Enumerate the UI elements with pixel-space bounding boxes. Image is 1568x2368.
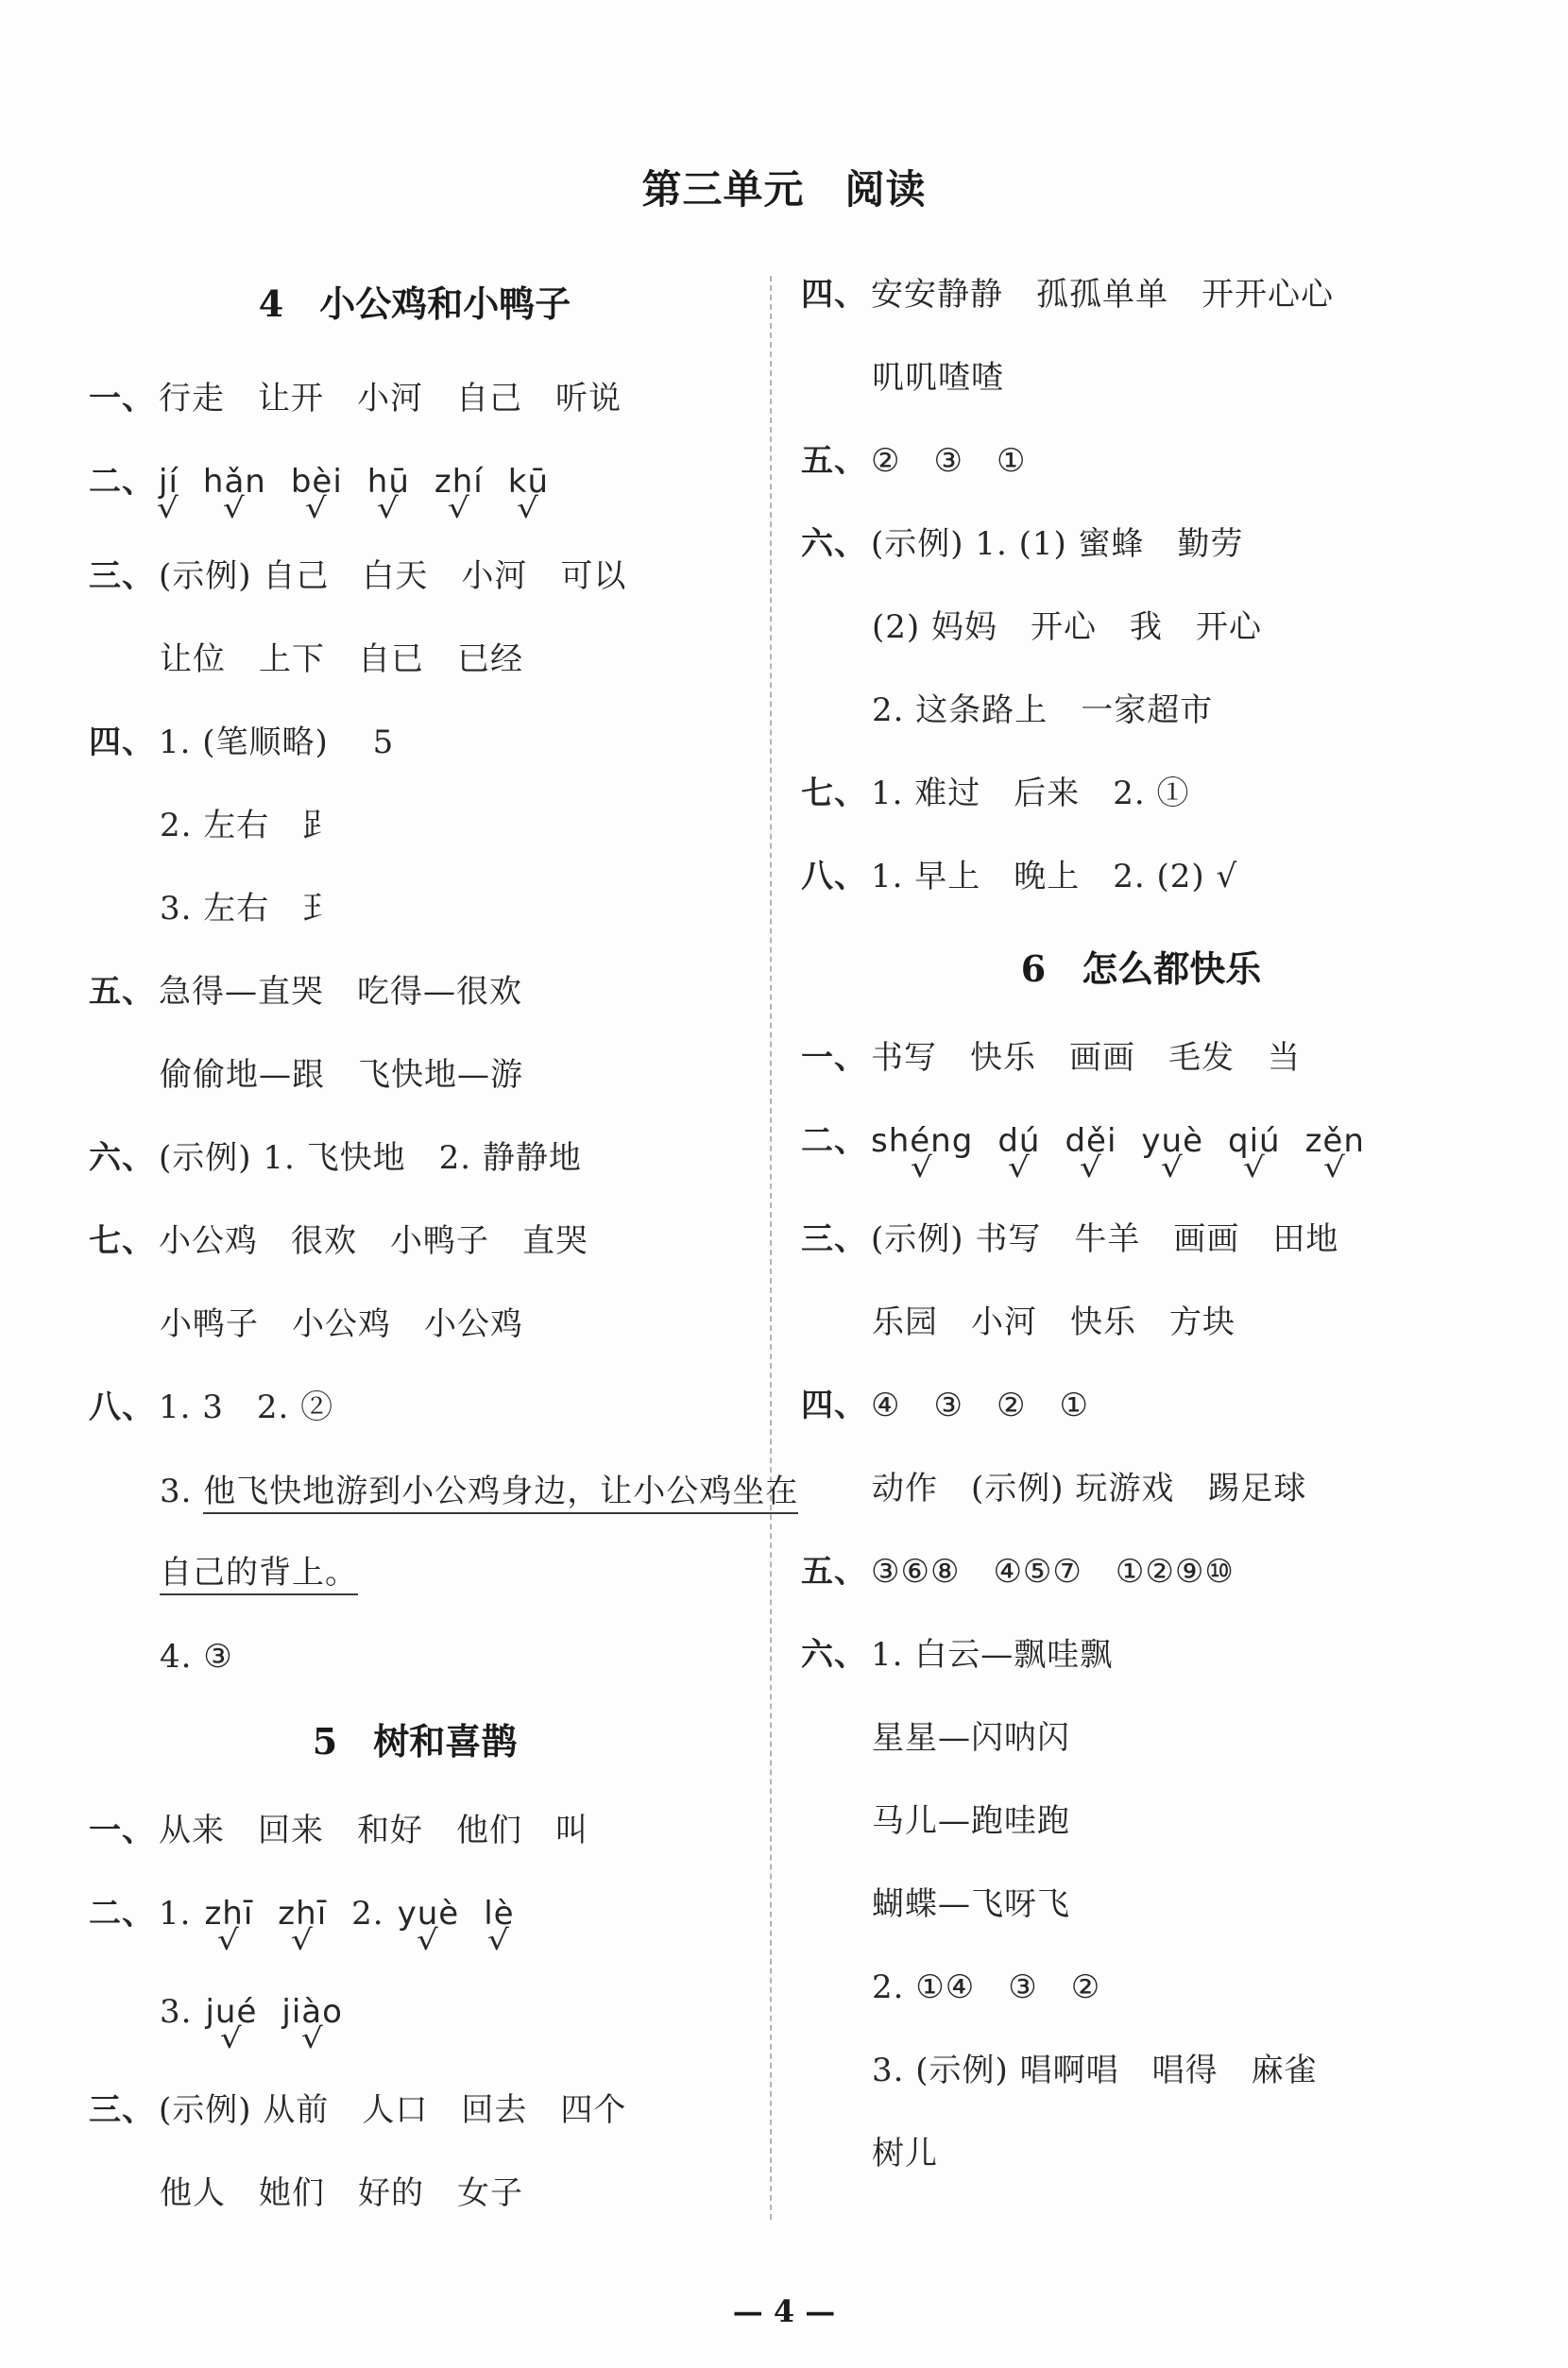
l5-section-5: 五、 ② ③ ①: [801, 442, 1027, 480]
check-mark-icon: √: [1007, 1151, 1031, 1184]
page-number: — 4 —: [732, 2293, 836, 2329]
l5-section-1: 一、 从来 回来 和好 他们 叫: [89, 1812, 588, 1849]
l5-section-7: 七、 1. 难过 后来 2. ①: [801, 775, 1190, 812]
l5-section-8: 八、 1. 早上 晚上 2. (2) √: [801, 858, 1238, 895]
l5-section-4-cont: 叽叽喳喳: [872, 359, 1004, 397]
check-mark-icon: √: [447, 492, 470, 525]
l5-section-6: 六、 (示例) 1. (1) 蜜蜂 勤劳: [801, 525, 1244, 563]
l6-section-6-line-7: 树儿: [872, 2135, 938, 2172]
l6-section-2: 二、 shéng √ dú √ děi √ yuè √ qiú √ zěn √: [801, 1122, 1389, 1160]
l4-section-6: 六、 (示例) 1. 飞快地 2. 静静地: [89, 1139, 582, 1177]
l4-section-3-cont: 让位 上下 自已 已经: [160, 640, 523, 678]
check-mark-icon: √: [487, 1924, 511, 1957]
l6-section-4-cont: 动作 (示例) 玩游戏 踢足球: [872, 1470, 1307, 1508]
check-mark-icon: √: [911, 1151, 934, 1184]
l4-section-4-line-3: 3. 左右 ⺩: [160, 890, 336, 928]
l6-section-6: 六、 1. 白云—飘哇飘: [801, 1636, 1114, 1674]
column-divider: [770, 276, 772, 2220]
l6-section-6-line-2: 星星—闪呐闪: [872, 1719, 1070, 1757]
l6-section-6-line-4: 蝴蝶—飞呀飞: [872, 1885, 1070, 1923]
check-mark-icon: √: [157, 492, 180, 525]
check-mark-icon: √: [223, 492, 247, 525]
l4-section-5-cont: 偷偷地—跟 飞快地—游: [160, 1056, 523, 1094]
l4-section-4-line-2: 2. 左右 𧾷: [160, 807, 336, 844]
page-title: 第三单元 阅读: [641, 166, 927, 213]
l5-section-3: 三、 (示例) 从前 人口 回去 四个: [89, 2091, 627, 2129]
l5-section-4: 四、 安安静静 孤孤单单 开开心心: [801, 276, 1334, 314]
lesson-6-heading: 6 怎么都快乐: [1020, 947, 1262, 990]
check-mark-icon: √: [1079, 1151, 1102, 1184]
l4-section-8-line-4: 4. ③: [160, 1638, 233, 1676]
l6-section-3-cont: 乐园 小河 快乐 方块: [872, 1303, 1236, 1341]
check-mark-icon: √: [219, 2022, 243, 2055]
l6-section-6-line-5: 2. ①④ ③ ②: [872, 1968, 1101, 2006]
lesson-4-heading: 4 小公鸡和小鸭子: [258, 282, 571, 325]
l5-section-2: 二、 1. zhī √ zhī √ 2. yuè √ lè √: [89, 1895, 515, 1957]
check-mark-icon: √: [417, 1924, 440, 1957]
l6-section-6-line-6: 3. (示例) 唱啊唱 唱得 麻雀: [872, 2052, 1318, 2089]
check-mark-icon: √: [377, 492, 401, 525]
check-mark-icon: √: [517, 492, 540, 525]
l4-section-4: 四、 1. (笔顺略) 5: [89, 724, 395, 761]
check-mark-icon: √: [217, 1924, 241, 1957]
l4-section-3: 三、 (示例) 自己 白天 小河 可以: [89, 557, 627, 595]
l6-section-6-line-3: 马儿—跑哇跑: [872, 1802, 1070, 1840]
l5-section-2-line-3: 3. jué √ jiào √: [160, 1993, 343, 2055]
check-mark-icon: √: [1323, 1151, 1347, 1184]
l4-section-5: 五、 急得—直哭 吃得—很欢: [89, 973, 522, 1011]
l4-section-8: 八、 1. 3 2. ②: [89, 1388, 334, 1426]
l4-section-7-cont: 小鸭子 小公鸡 小公鸡: [160, 1305, 523, 1343]
l6-section-4: 四、 ④ ③ ② ①: [801, 1387, 1089, 1424]
pinyin-list: jí √ hǎn √ bèi √ hū √ zhí √ kū √: [157, 463, 549, 525]
check-mark-icon: √: [291, 1924, 315, 1957]
lesson-5-heading: 5 树和喜鹊: [312, 1720, 518, 1763]
check-mark-icon: √: [305, 492, 329, 525]
l6-section-1: 一、 书写 快乐 画画 毛发 当: [801, 1039, 1301, 1077]
l4-section-1: 一、 行走 让开 小河 自己 听说: [89, 380, 622, 417]
l5-section-3-cont: 他人 她们 好的 女子: [160, 2174, 523, 2212]
check-mark-icon: √: [1242, 1151, 1266, 1184]
l6-section-5: 五、 ③⑥⑧ ④⑤⑦ ①②⑨⑩: [801, 1553, 1235, 1591]
l4-section-7: 七、 小公鸡 很欢 小鸭子 直哭: [89, 1222, 588, 1260]
l4-section-2: 二、 jí √ hǎn √ bèi √ hū √ zhí √ kū √: [89, 463, 573, 501]
l5-section-6-line-2: (2) 妈妈 开心 我 开心: [872, 608, 1262, 646]
underlined-answer: 3. 他飞快地游到小公鸡身边，让小公鸡坐在自己的背上。: [160, 1451, 819, 1613]
check-mark-icon: √: [300, 2022, 324, 2055]
pinyin-list: shéng √ dú √ děi √ yuè √ qiú √ zěn √: [871, 1122, 1365, 1184]
check-mark-icon: √: [1161, 1151, 1185, 1184]
l6-section-3: 三、 (示例) 书写 牛羊 画画 田地: [801, 1220, 1339, 1258]
l5-section-6-line-3: 2. 这条路上 一家超市: [872, 691, 1214, 729]
